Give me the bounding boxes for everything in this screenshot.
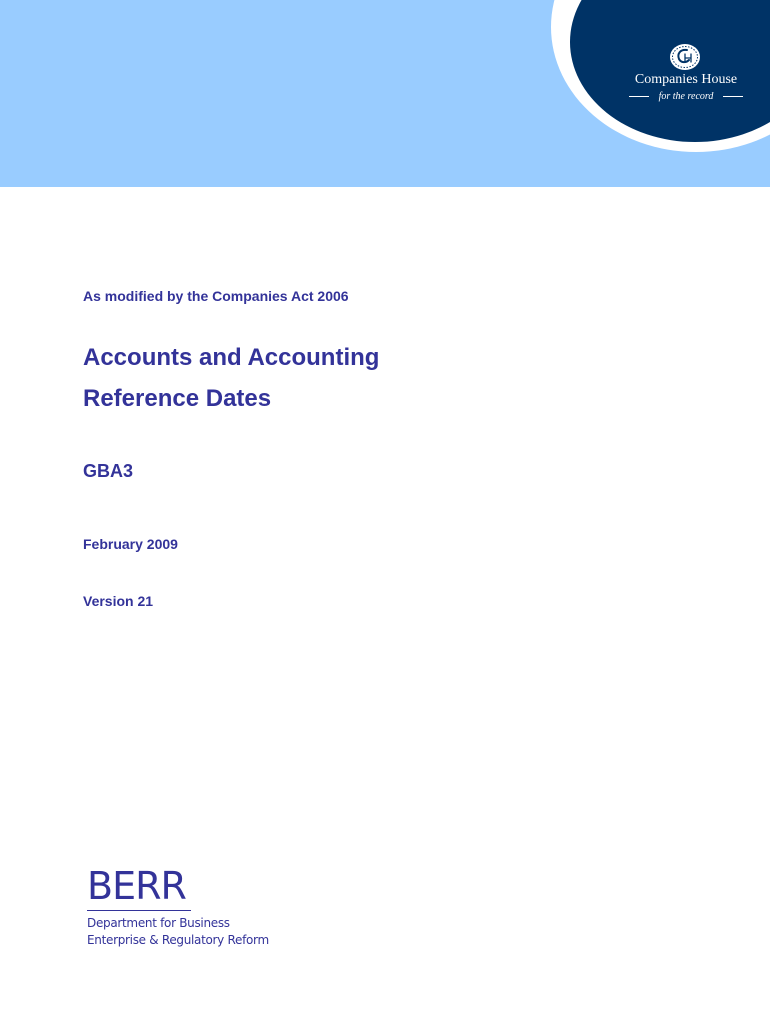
document-subtitle: As modified by the Companies Act 2006 [83, 288, 349, 304]
berr-logo [87, 866, 277, 949]
companies-house-monogram-icon [668, 42, 702, 72]
companies-house-tagline: for the record [658, 91, 714, 102]
companies-house-tagline-row [629, 91, 743, 102]
document-date: February 2009 [83, 536, 178, 552]
berr-department-line-1: Department for Business [87, 916, 230, 930]
document-title-line-1: Accounts and Accounting [83, 344, 380, 371]
tagline-rule-right [723, 96, 743, 97]
berr-divider [87, 910, 191, 911]
berr-acronym: BERR [87, 864, 186, 908]
document-version: Version 21 [83, 593, 154, 609]
document-title-line-2: Reference Dates [83, 385, 272, 412]
berr-department-line-2: Enterprise & Regulatory Reform [87, 933, 269, 947]
header-band [0, 0, 770, 187]
document-code: GBA3 [83, 461, 134, 481]
companies-house-name: Companies House [634, 72, 738, 87]
tagline-rule-left [629, 96, 649, 97]
